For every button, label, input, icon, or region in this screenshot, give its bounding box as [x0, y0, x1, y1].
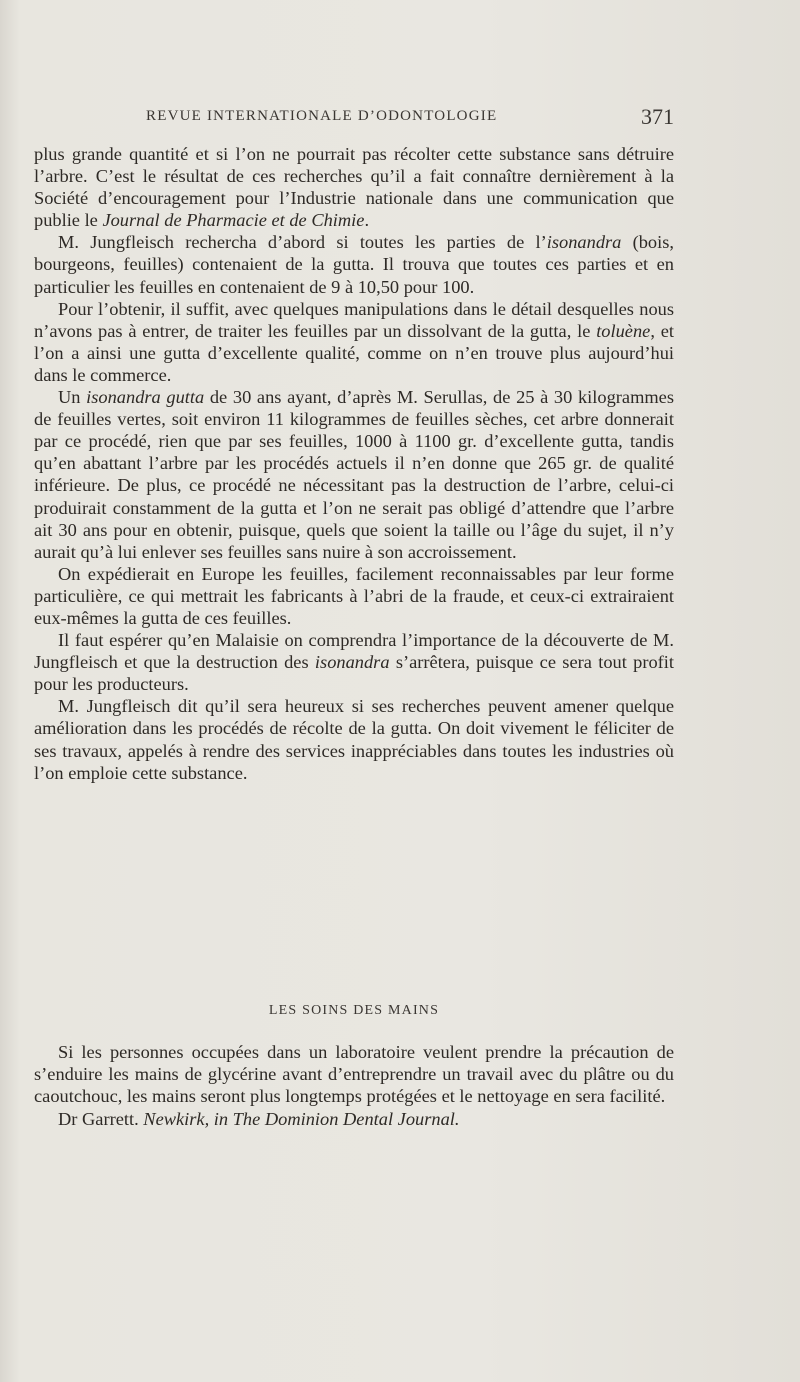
section-body	[34, 1041, 674, 1130]
paragraph-2	[34, 231, 674, 297]
section-paragraph: Si les personnes occupées dans un laboratoire veulent prendre la précaution de s’enduire les mains de glycérine avant d’entreprendre un travail avec du plâtre ou du caoutchouc, les mains seront plus longtemps protégées et le nettoyage en sera facilité.	[34, 1042, 674, 1107]
paragraph-3-end: , et l’on a ainsi une gutta d’excellente qualité, comme on n’en trouve plus aujourd’hui dans le commerce.	[34, 320, 674, 385]
paragraph-3-italic: toluène	[596, 320, 651, 341]
credit-line	[34, 1108, 674, 1130]
journal-title: Journal de Pharmacie et de Chimie	[102, 210, 365, 231]
paragraph-1-text: plus grande quantité et si l’on ne pourrait pas récolter cette substance sans détruire l’arbre. C’est le résultat de ces recherches qu’il a fait connaître dernièrement à la Société d’encouragement pour l’Industrie nationale dans une communication que publie le	[34, 144, 674, 231]
page-header	[146, 104, 674, 134]
running-head: REVUE INTERNATIONALE D’ODONTOLOGIE	[146, 108, 498, 124]
paragraph-4-text: Un	[58, 387, 87, 408]
paragraph-7-text: M. Jungfleisch dit qu’il sera heureux si ses recherches peuvent amener quelque amélioration dans les procédés de récolte de la gutta. On doit vivement le féliciter de ses travaux, appelés à rendre des services inappréciables dans toutes les industries où l’on emploie cette substance.	[34, 696, 674, 783]
paragraph-2-text: M. Jungfleisch rechercha d’abord si toutes les parties de l’	[58, 232, 547, 253]
paragraph-5-text: On expédierait en Europe les feuilles, facilement reconnaissables par leur forme particulière, ce qui mettrait les fabricants à l’abri de la fraude, et ceux-ci extrairaient eux-mêmes la gutta de ces feuilles.	[34, 563, 674, 628]
credit-author: Dr Garrett.	[58, 1108, 139, 1129]
paragraph-4-end: de 30 ans ayant, d’après M. Serullas, de 25 à 30 kilogrammes de feuilles vertes, soit environ 11 kilogrammes de feuilles sèches, cet arbre donnerait par ce procédé, rien que par ses feuilles, 1000 à 1100 gr. d’excellente gutta, tandis qu’en abattant l’arbre par les procédés actuels il n’en donne que 265 gr. de qualité inférieure. De plus, ce procédé ne nécessitant pas la destruction de l’arbre, celui-ci produirait constamment de la gutta et l’on ne serait pas obligé d’attendre que l’arbre ait 30 ans pour en obtenir, puisque, quels que soient la taille ou l’âge du sujet, il n’y aurait qu’à lui enlever ses feuilles sans nuire à son accroissement.	[34, 387, 674, 562]
paragraph-7	[34, 695, 674, 783]
paragraph-2-end: (bois, bourgeons, feuilles) contenaient de la gutta. Il trouva que toutes ces parties et en particulier les feuilles en contenaient de 9 à 10,50 pour 100.	[34, 232, 674, 297]
paragraph-3-text: Pour l’obtenir, il suffit, avec quelques manipulations dans le détail desquelles nous n’avons pas à entrer, de traiter les feuilles par un dissolvant de la gutta, le	[34, 298, 674, 341]
page-number: 371	[641, 104, 674, 129]
paragraph-4-italic: isonandra gutta	[86, 387, 205, 408]
paragraph-6-end: s’arrêtera, puisque ce sera tout profit pour les producteurs.	[34, 652, 674, 695]
article-body	[34, 143, 674, 784]
credit-source: Newkirk, in The Dominion Dental Journal.	[143, 1108, 460, 1129]
paragraph-2-italic: isonandra	[546, 232, 622, 253]
paragraph-1-end: .	[364, 210, 370, 231]
paragraph-6-italic: isonandra	[314, 652, 390, 673]
section-title: LES SOINS DES MAINS	[268, 1003, 440, 1018]
paragraph-4	[34, 386, 674, 563]
paragraph-1	[34, 143, 674, 231]
paragraph-3	[34, 298, 674, 386]
paragraph-6-text: Il faut espérer qu’en Malaisie on comprendra l’importance de la découverte de M. Jungfleisch et que la destruction des	[34, 630, 674, 673]
paragraph-5	[34, 563, 674, 629]
paragraph-6	[34, 629, 674, 695]
